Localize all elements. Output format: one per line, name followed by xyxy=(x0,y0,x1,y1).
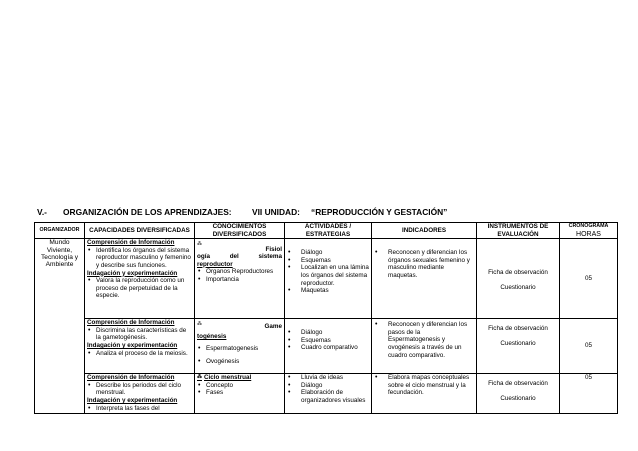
header-row xyxy=(35,223,618,239)
header-conocimientos: CONOCIMIENTOS DIVERSIFICADOS xyxy=(195,223,285,239)
cap-item: • Valora la reproducción como un proceso de perpetuidad de la especie. xyxy=(87,277,192,300)
cap-item: • Discrimina las características de la gametogénesis. xyxy=(87,327,192,342)
organizador-cell: Mundo Viviente, Tecnología y Ambiente xyxy=(35,239,85,414)
act-item: • Diálogo xyxy=(287,249,369,257)
conoc-title: togénesis xyxy=(197,333,227,341)
instrumentos-cell xyxy=(477,239,560,319)
horas-cell: 05 xyxy=(560,374,618,414)
conoc-item: • Órganos Reproductores xyxy=(197,268,282,276)
learning-organization-table xyxy=(34,222,618,414)
act-item: • Esquemas xyxy=(287,257,369,265)
capacidades-cell xyxy=(85,239,195,319)
table-row xyxy=(35,239,618,319)
arrow-bullet-icon: ⁂ xyxy=(197,241,202,248)
conoc-title-text: Ciclo menstrual xyxy=(204,374,252,382)
instrumentos-cell xyxy=(477,374,560,414)
act-item: • Diálogo xyxy=(287,382,369,390)
conocimientos-cell xyxy=(195,319,285,374)
instr-cuestionario: Cuestionario xyxy=(500,339,536,347)
actividades-cell xyxy=(285,319,372,374)
unit-label: VII UNIDAD: xyxy=(252,207,300,217)
instr-ficha: Ficha de observación xyxy=(488,269,548,277)
ind-item: • Reconocen y diferencian los órganos sexuales femenino y masculino mediante maquetas. xyxy=(374,249,474,279)
conoc-item: • Importancia xyxy=(197,276,282,284)
actividades-cell xyxy=(285,374,372,414)
header-instrumentos: INSTRUMENTOS DE EVALUACIÓN xyxy=(477,223,560,239)
conoc-item: • Concepto xyxy=(197,382,282,390)
header-capacidades: CAPACIDADES DIVERSIFICADAS xyxy=(85,223,195,239)
act-item: • Lluvia de ideas xyxy=(287,374,369,382)
header-indicadores: INDICADORES xyxy=(372,223,477,239)
section-heading: ORGANIZACIÓN DE LOS APRENDIZAJES: xyxy=(63,207,232,217)
conoc-title-line xyxy=(197,253,282,261)
unit-name: “REPRODUCCIÓN Y GESTACIÓN” xyxy=(311,207,448,217)
conoc-title: reproductor xyxy=(197,260,233,268)
act-item: • Diálogo xyxy=(287,329,369,337)
cap-item: • Analiza el proceso de la meiosis. xyxy=(87,350,192,358)
instr-ficha: Ficha de observación xyxy=(488,325,548,333)
table-row xyxy=(35,374,618,414)
header-organizador: ORGANIZADOR xyxy=(35,223,85,239)
cap-sub: Indagación y experimentación xyxy=(87,341,178,349)
actividades-cell xyxy=(285,239,372,319)
conoc-title: Game xyxy=(264,323,282,331)
act-item: • Maquetas xyxy=(287,287,369,295)
cap-item: • Identifica los órganos del sistema reproductor masculino y femenino y describe sus funciones. xyxy=(87,247,192,270)
cap-sub: Indagación y experimentación xyxy=(87,396,178,404)
act-item: • Cuadro comparativo xyxy=(287,344,369,352)
cronograma-label: CRONOGRAMA xyxy=(568,223,609,229)
indicadores-cell xyxy=(372,239,477,319)
cap-head: Comprensión de Información xyxy=(87,319,175,327)
ind-item: • Elabora mapas conceptuales sobre el ciclo menstrual y la fecundación. xyxy=(374,374,474,397)
act-item: • Localizan en una lámina los órganos del sistema reproductor. xyxy=(287,264,369,287)
conoc-item: • Espermatogenesis xyxy=(197,345,282,353)
conocimientos-cell xyxy=(195,374,285,414)
conoc-item: • Fases xyxy=(197,389,282,397)
cap-head: Comprensión de Información xyxy=(87,239,175,247)
cap-head: Comprensión de Información xyxy=(87,374,175,382)
indicadores-cell xyxy=(372,374,477,414)
cap-item: • Interpreta las fases del xyxy=(87,405,192,413)
section-number: V.- xyxy=(37,207,47,217)
indicadores-cell xyxy=(372,319,477,374)
horas-label: HORAS xyxy=(576,230,601,238)
capacidades-cell xyxy=(85,319,195,374)
conoc-title: Fisiol xyxy=(265,246,282,254)
act-item: • Esquemas xyxy=(287,337,369,345)
horas-cell: 05 xyxy=(560,239,618,319)
header-actividades: ACTIVIDADES / ESTRATEGIAS xyxy=(285,223,372,239)
conoc-title-part: del xyxy=(229,253,239,261)
cap-item: • Describe los periodos del ciclo menstrual. xyxy=(87,382,192,397)
conoc-title xyxy=(197,374,282,382)
conocimientos-cell xyxy=(195,239,285,319)
conoc-title-part: ogía xyxy=(197,253,210,261)
ind-item: • Reconocen y diferencian los pasos de la Espermatogenesis y ovogénesis a través de un cuadro comparativo. xyxy=(374,321,474,359)
act-item: • Elaboración de organizadores visuales xyxy=(287,389,369,404)
capacidades-cell xyxy=(85,374,195,414)
instr-cuestionario: Cuestionario xyxy=(500,283,536,291)
instr-cuestionario: Cuestionario xyxy=(500,394,536,402)
header-cronograma xyxy=(560,223,618,239)
conoc-item: • Ovogénesis xyxy=(197,358,282,366)
arrow-bullet-icon: ⁂ xyxy=(197,374,202,381)
arrow-bullet-icon: ⁂ xyxy=(197,321,202,328)
table-row xyxy=(35,319,618,374)
instrumentos-cell xyxy=(477,319,560,374)
instr-ficha: Ficha de observación xyxy=(488,380,548,388)
cap-sub: Indagación y experimentación xyxy=(87,269,178,277)
horas-cell: 05 xyxy=(560,319,618,374)
conoc-title-part: sistema xyxy=(258,253,282,261)
